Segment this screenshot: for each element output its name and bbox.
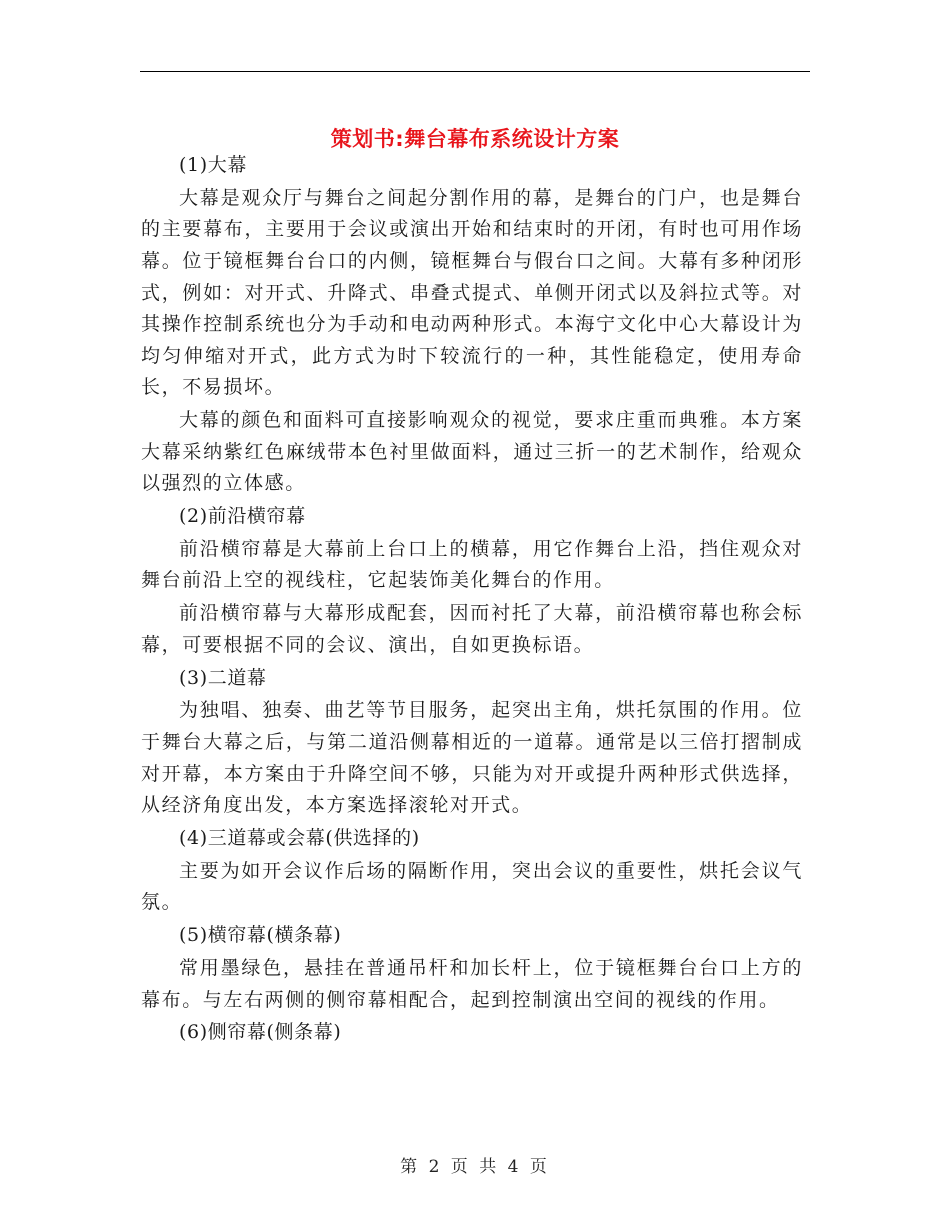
- section-heading: (4)三道幕或会幕(供选择的): [179, 826, 420, 849]
- section-heading: (6)侧帘幕(侧条幕): [179, 1021, 342, 1044]
- body-paragraph: 主要为如开会议作后场的隔断作用，突出会议的重要性，烘托会议气氛。: [141, 859, 803, 914]
- section-heading: (5)横帘幕(横条幕): [179, 924, 342, 947]
- section-heading: (2)前沿横帘幕: [179, 505, 306, 528]
- body-paragraph: 大幕是观众厅与舞台之间起分割作用的幕，是舞台的门户，也是舞台的主要幕布，主要用于会议或演出开始和结束时的开闭，有时也可用作场幕。位于镜框舞台台口的内侧，镜框舞台与假台口之间。大幕有多种闭形式，例如：对开式、升降式、串叠式提式、单侧开闭式以及斜拉式等。对其操作控制系统也分为手动和电动两种形式。本海宁文化中心大幕设计为均匀伸缩对开式，此方式为时下较流行的一种，其性能稳定，使用寿命长，不易损坏。: [141, 186, 803, 399]
- body-paragraph: 前沿横帘幕是大幕前上台口上的横幕，用它作舞台上沿，挡住观众对舞台前沿上空的视线柱，它起装饰美化舞台的作用。: [141, 537, 803, 592]
- header-rule: [140, 71, 810, 72]
- page-number: 第 2 页 共 4 页: [400, 1157, 550, 1177]
- body-paragraph: 大幕的颜色和面料可直接影响观众的视觉，要求庄重而典雅。本方案大幕采纳紫红色麻绒带本色衬里做面料，通过三折一的艺术制作，给观众以强烈的立体感。: [141, 409, 803, 495]
- body-paragraph: 常用墨绿色，悬挂在普通吊杆和加长杆上，位于镜框舞台台口上方的幕布。与左右两侧的侧帘幕相配合，起到控制演出空间的视线的作用。: [141, 956, 803, 1011]
- section-heading: (1)大幕: [179, 154, 247, 176]
- document-body: [141, 150, 803, 1050]
- section-heading: (3)二道幕: [179, 666, 267, 689]
- body-paragraph: 前沿横帘幕与大幕形成配套，因而衬托了大幕，前沿横帘幕也称会标幕，可要根据不同的会议、演出，自如更换标语。: [141, 602, 803, 656]
- body-paragraph: 为独唱、独奏、曲艺等节目服务，起突出主角，烘托氛围的作用。位于舞台大幕之后，与第二道沿侧幕相近的一道幕。通常是以三倍打摺制成对开幕，本方案由于升降空间不够，只能为对开或提升两种形式供选择，从经济角度出发，本方案选择滚轮对开式。: [141, 699, 803, 817]
- document-title: 策划书:舞台幕布系统设计方案: [330, 127, 620, 152]
